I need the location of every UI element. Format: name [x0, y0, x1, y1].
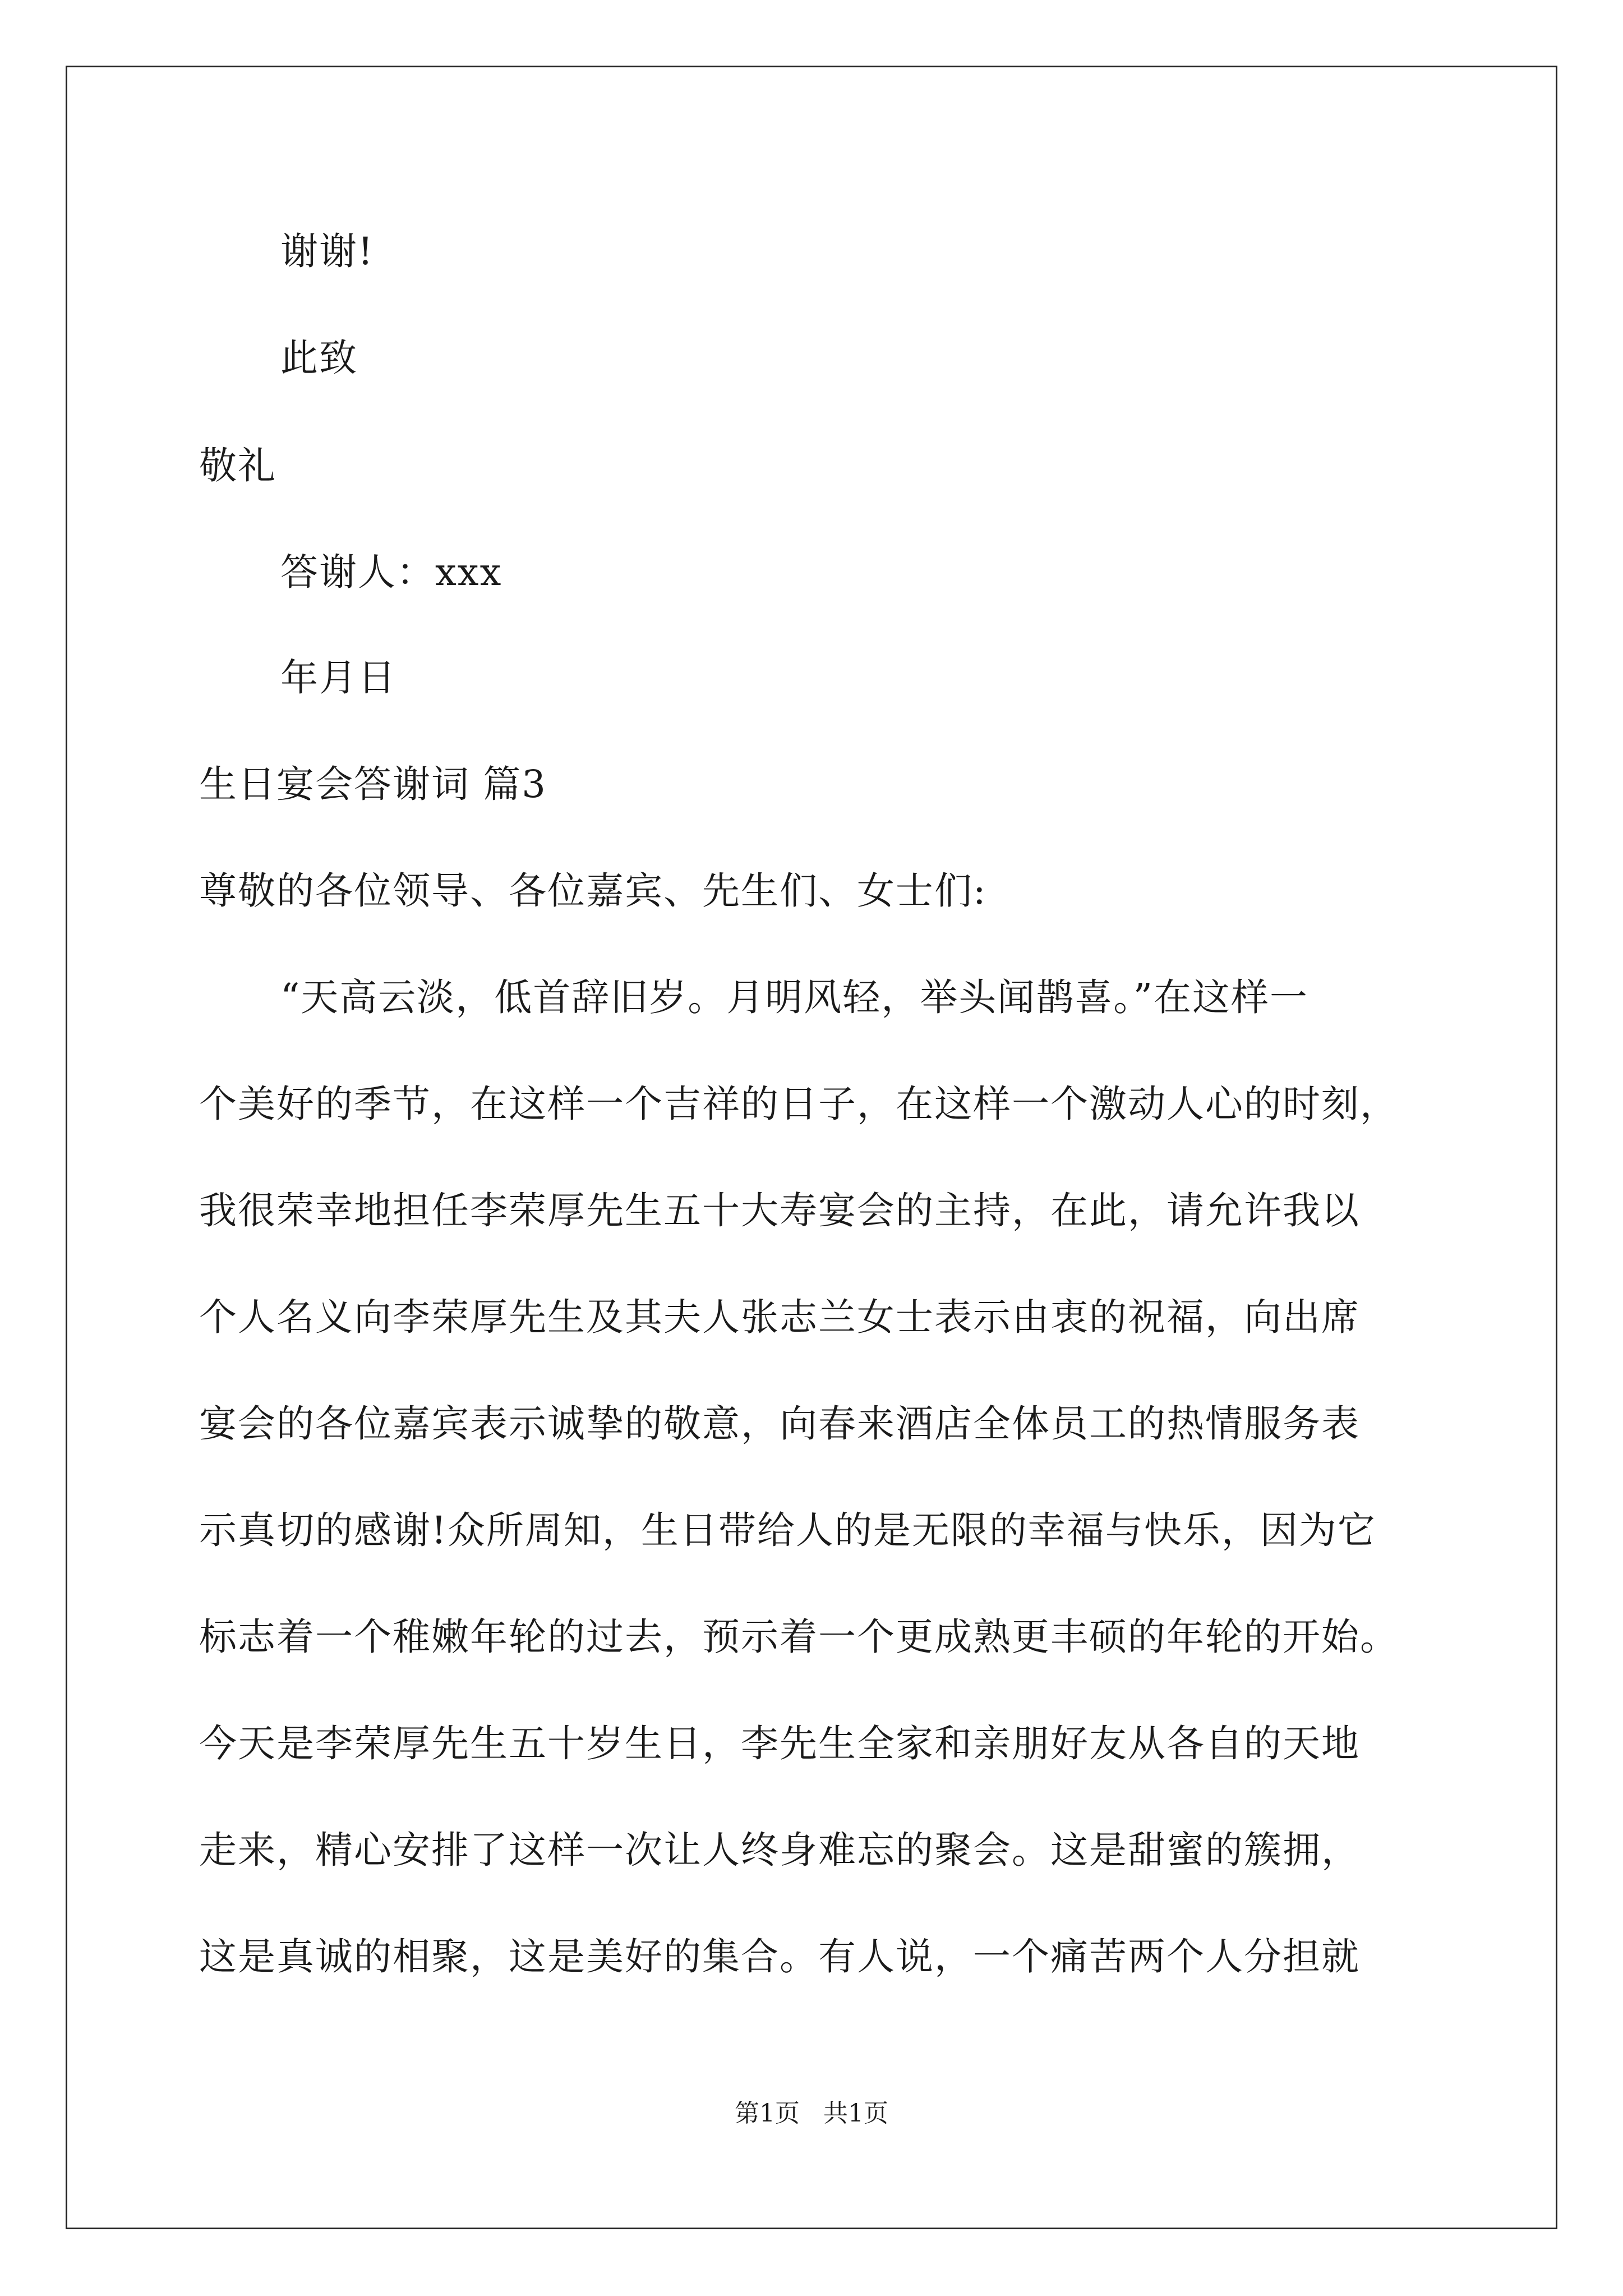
paragraph-line: 走来，精心安排了这样一次让人终身难忘的聚会。这是甜蜜的簇拥， [199, 1828, 1360, 1872]
paragraph-line: 今天是李荣厚先生五十岁生日，李先生全家和亲朋好友从各自的天地 [199, 1722, 1360, 1765]
closing-salutation: 此致 [280, 336, 358, 380]
paragraph-line: 宴会的各位嘉宾表示诚挚的敬意，向春来酒店全体员工的热情服务表 [199, 1402, 1360, 1446]
paragraph-line: 我很荣幸地担任李荣厚先生五十大寿宴会的主持，在此，请允许我以 [199, 1189, 1360, 1232]
page-border [66, 66, 1557, 2229]
paragraph-line: “天高云淡，低首辞旧岁。月明风轻，举头闻鹊喜。”在这样一 [280, 976, 1309, 1019]
greeting-line: 尊敬的各位领导、各位嘉宾、先生们、女士们: [199, 869, 987, 913]
paragraph-line: 这是真诚的相聚，这是美好的集合。有人说，一个痛苦两个人分担就 [199, 1935, 1360, 1978]
section-heading: 生日宴会答谢词 篇3 [199, 762, 547, 806]
signature-line: 答谢人：xxx [280, 550, 502, 594]
closing-respect: 敬礼 [199, 444, 276, 487]
paragraph-line: 个人名义向李荣厚先生及其夫人张志兰女士表示由衷的祝福，向出席 [199, 1295, 1360, 1339]
closing-thanks: 谢谢! [280, 229, 374, 273]
date-line: 年月日 [280, 656, 396, 700]
paragraph-line: 示真切的感谢!众所周知，生日带给人的是无限的幸福与快乐，因为它 [199, 1508, 1376, 1552]
paragraph-line: 标志着一个稚嫩年轮的过去，预示着一个更成熟更丰硕的年轮的开始。 [199, 1615, 1399, 1659]
page-footer: 第1页 共1页 [735, 2099, 888, 2128]
paragraph-line: 个美好的季节，在这样一个吉祥的日子，在这样一个激动人心的时刻， [199, 1082, 1399, 1126]
